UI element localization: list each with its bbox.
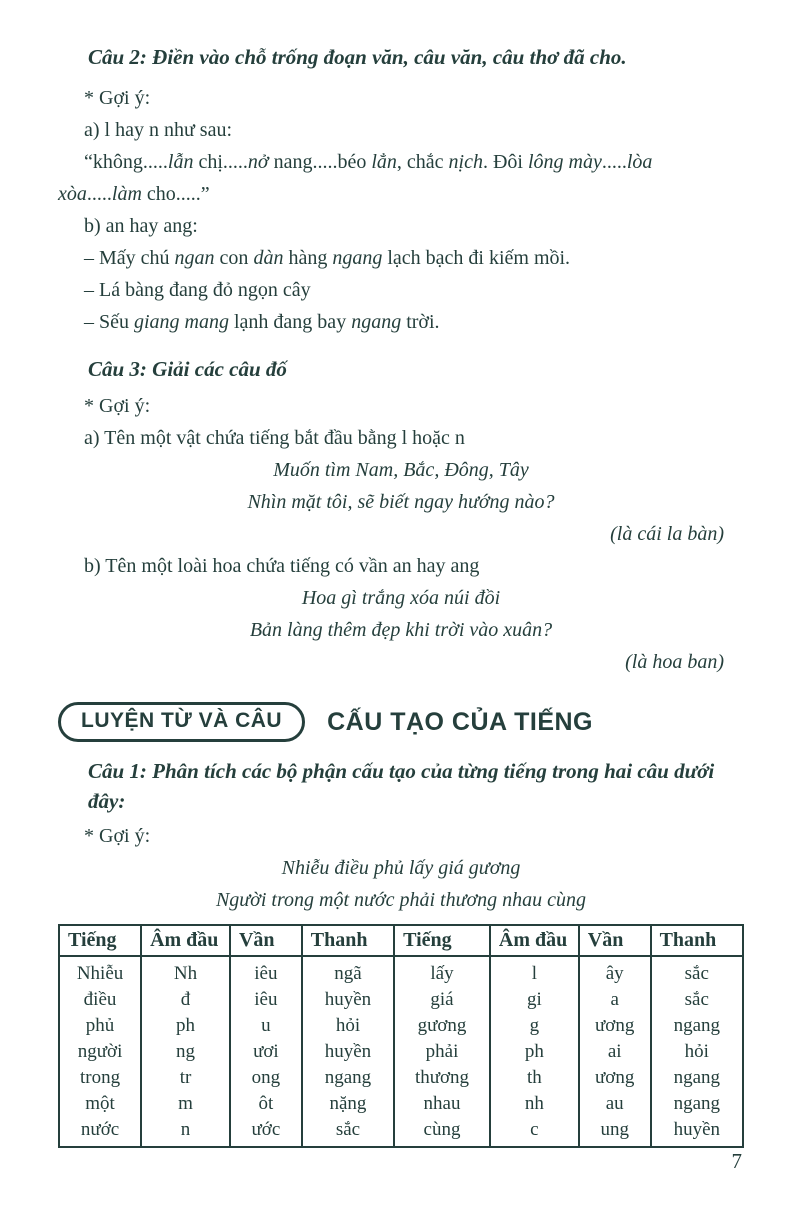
table-cell: nhau bbox=[394, 1091, 490, 1117]
cau3-goi-y: * Gợi ý: bbox=[84, 395, 151, 417]
analysis-table-head-row bbox=[59, 925, 743, 956]
table-cell: ai bbox=[579, 1039, 651, 1065]
table-cell: huyền bbox=[651, 1117, 743, 1147]
table-cell: sắc bbox=[302, 1117, 394, 1147]
cau3-riddle-b-line-1: Hoa gì trắng xóa núi đồi bbox=[301, 587, 501, 609]
table-cell: ngã bbox=[302, 956, 394, 987]
table-cell: tr bbox=[141, 1065, 230, 1091]
text-segment: lòa bbox=[626, 151, 653, 173]
text-segment: con bbox=[214, 247, 254, 269]
cau3-answer-b: (là hoa ban) bbox=[625, 651, 724, 673]
text-segment: ngang bbox=[332, 247, 383, 269]
text-segment: “không..... bbox=[84, 151, 168, 173]
table-cell: Nh bbox=[141, 956, 230, 987]
table-header-cell: Âm đầu bbox=[141, 925, 230, 956]
table-cell: hỏi bbox=[651, 1039, 743, 1065]
table-header-cell: Thanh bbox=[302, 925, 394, 956]
text-segment: nịch bbox=[448, 151, 483, 173]
table-header-cell: Vần bbox=[230, 925, 302, 956]
table-header-cell: Tiếng bbox=[394, 925, 490, 956]
text-segment: ..... bbox=[601, 151, 627, 173]
table-cell: ng bbox=[141, 1039, 230, 1065]
table-cell: huyền bbox=[302, 1039, 394, 1065]
text-segment: . Đôi bbox=[482, 151, 528, 173]
table-cell: ngang bbox=[651, 1091, 743, 1117]
cau3-riddle-a-line-1: Muốn tìm Nam, Bắc, Đông, Tây bbox=[273, 459, 529, 481]
section-title: CẤU TẠO CỦA TIẾNG bbox=[327, 707, 593, 736]
text-segment: lẳn bbox=[371, 151, 397, 173]
cau2-goi-y: * Gợi ý: bbox=[84, 87, 151, 109]
analysis-table-body bbox=[59, 956, 743, 1147]
text-segment: lẫn bbox=[167, 151, 194, 173]
text-segment: – Mấy chú bbox=[84, 247, 175, 269]
cau1-goi-y: * Gợi ý: bbox=[84, 825, 151, 847]
cau2-item-b-label: b) an hay ang: bbox=[84, 215, 198, 237]
cau1-verse-line-1: Nhiễu điều phủ lấy giá gương bbox=[281, 857, 521, 879]
text-segment: trời. bbox=[401, 311, 440, 333]
cau3-heading: Câu 3: Giải các câu đố bbox=[88, 357, 287, 381]
text-segment: lông mày bbox=[527, 151, 602, 173]
cau2-quote-line-2 bbox=[58, 178, 744, 210]
analysis-table bbox=[58, 924, 744, 1148]
cau3-item-a-label: a) Tên một vật chứa tiếng bắt đầu bằng l hoặc n bbox=[84, 427, 465, 449]
table-cell: trong bbox=[59, 1065, 141, 1091]
cau2-item-a-label: a) l hay n như sau: bbox=[84, 119, 233, 141]
table-cell: nặng bbox=[302, 1091, 394, 1117]
text-segment: giang mang bbox=[134, 311, 229, 333]
table-header-cell: Tiếng bbox=[59, 925, 141, 956]
text-segment: – Lá bàng đang đỏ ngọn cây bbox=[84, 279, 311, 301]
table-row bbox=[59, 1013, 743, 1039]
table-cell: l bbox=[490, 956, 579, 987]
table-cell: đ bbox=[141, 987, 230, 1013]
table-cell: một bbox=[59, 1091, 141, 1117]
table-header-cell: Âm đầu bbox=[490, 925, 579, 956]
table-row bbox=[59, 956, 743, 987]
table-cell: hỏi bbox=[302, 1013, 394, 1039]
text-segment: xòa bbox=[58, 183, 87, 205]
table-cell: người bbox=[59, 1039, 141, 1065]
text-segment: ..... bbox=[86, 183, 112, 205]
text-segment: chị..... bbox=[193, 151, 248, 173]
table-cell: ươi bbox=[230, 1039, 302, 1065]
text-segment: lạnh đang bay bbox=[229, 311, 352, 333]
table-cell: au bbox=[579, 1091, 651, 1117]
text-segment: hàng bbox=[283, 247, 333, 269]
table-header-cell: Vần bbox=[579, 925, 651, 956]
table-cell: ung bbox=[579, 1117, 651, 1147]
cau1-heading: Câu 1: Phân tích các bộ phận cấu tạo của từng tiếng trong hai câu dưới đây: bbox=[88, 759, 715, 813]
table-cell: ph bbox=[141, 1013, 230, 1039]
table-cell: phải bbox=[394, 1039, 490, 1065]
table-cell: g bbox=[490, 1013, 579, 1039]
table-header-cell: Thanh bbox=[651, 925, 743, 956]
text-segment: cho.....” bbox=[141, 183, 210, 205]
table-cell: ương bbox=[579, 1013, 651, 1039]
table-row bbox=[59, 1039, 743, 1065]
table-cell: ngang bbox=[651, 1065, 743, 1091]
table-cell: gi bbox=[490, 987, 579, 1013]
table-cell: thương bbox=[394, 1065, 490, 1091]
table-cell: ây bbox=[579, 956, 651, 987]
table-row bbox=[59, 1117, 743, 1147]
text-segment: lạch bạch đi kiếm mồi. bbox=[382, 247, 571, 269]
table-cell: phủ bbox=[59, 1013, 141, 1039]
text-segment: , chắc bbox=[396, 151, 449, 173]
table-row bbox=[59, 1065, 743, 1091]
cau1-verse-line-2: Người trong một nước phải thương nhau cùng bbox=[215, 889, 587, 911]
table-cell: u bbox=[230, 1013, 302, 1039]
text-segment: nở bbox=[247, 151, 269, 173]
text-segment: ngang bbox=[351, 311, 402, 333]
table-cell: iêu bbox=[230, 987, 302, 1013]
table-cell: th bbox=[490, 1065, 579, 1091]
cau3-item-b-label: b) Tên một loài hoa chứa tiếng có vần an hay ang bbox=[84, 555, 480, 577]
page-number: 7 bbox=[731, 1149, 742, 1173]
table-cell: ước bbox=[230, 1117, 302, 1147]
table-cell: giá bbox=[394, 987, 490, 1013]
table-cell: lấy bbox=[394, 956, 490, 987]
table-cell: ph bbox=[490, 1039, 579, 1065]
table-cell: a bbox=[579, 987, 651, 1013]
table-cell: m bbox=[141, 1091, 230, 1117]
cau2-example-2 bbox=[58, 274, 744, 306]
table-row bbox=[59, 987, 743, 1013]
table-cell: cùng bbox=[394, 1117, 490, 1147]
table-cell: sắc bbox=[651, 987, 743, 1013]
table-cell: ngang bbox=[651, 1013, 743, 1039]
table-cell: c bbox=[490, 1117, 579, 1147]
table-row bbox=[59, 1091, 743, 1117]
cau2-example-1 bbox=[58, 242, 744, 274]
cau3-riddle-b-line-2: Bản làng thêm đẹp khi trời vào xuân? bbox=[249, 619, 553, 641]
table-cell: n bbox=[141, 1117, 230, 1147]
section-badge: LUYỆN TỪ VÀ CÂU bbox=[58, 702, 305, 742]
table-cell: ngang bbox=[302, 1065, 394, 1091]
table-cell: huyền bbox=[302, 987, 394, 1013]
section-header bbox=[58, 702, 744, 742]
cau3-riddle-a-line-2: Nhìn mặt tôi, sẽ biết ngay hướng nào? bbox=[247, 491, 555, 513]
table-cell: nước bbox=[59, 1117, 141, 1147]
table-cell: gương bbox=[394, 1013, 490, 1039]
text-segment: dàn bbox=[253, 247, 284, 269]
table-cell: ôt bbox=[230, 1091, 302, 1117]
text-segment: nang.....béo bbox=[268, 151, 372, 173]
table-cell: ương bbox=[579, 1065, 651, 1091]
table-cell: iêu bbox=[230, 956, 302, 987]
table-cell: sắc bbox=[651, 956, 743, 987]
table-cell: điều bbox=[59, 987, 141, 1013]
text-segment: ngan bbox=[174, 247, 215, 269]
text-segment: – Sếu bbox=[84, 311, 134, 333]
cau2-quote-line-1 bbox=[58, 146, 744, 178]
table-cell: Nhiễu bbox=[59, 956, 141, 987]
cau3-answer-a: (là cái la bàn) bbox=[610, 523, 724, 545]
table-cell: nh bbox=[490, 1091, 579, 1117]
cau2-heading: Câu 2: Điền vào chỗ trống đoạn văn, câu văn, câu thơ đã cho. bbox=[88, 45, 627, 69]
table-cell: ong bbox=[230, 1065, 302, 1091]
cau2-example-3 bbox=[58, 306, 744, 338]
text-segment: làm bbox=[111, 183, 142, 205]
